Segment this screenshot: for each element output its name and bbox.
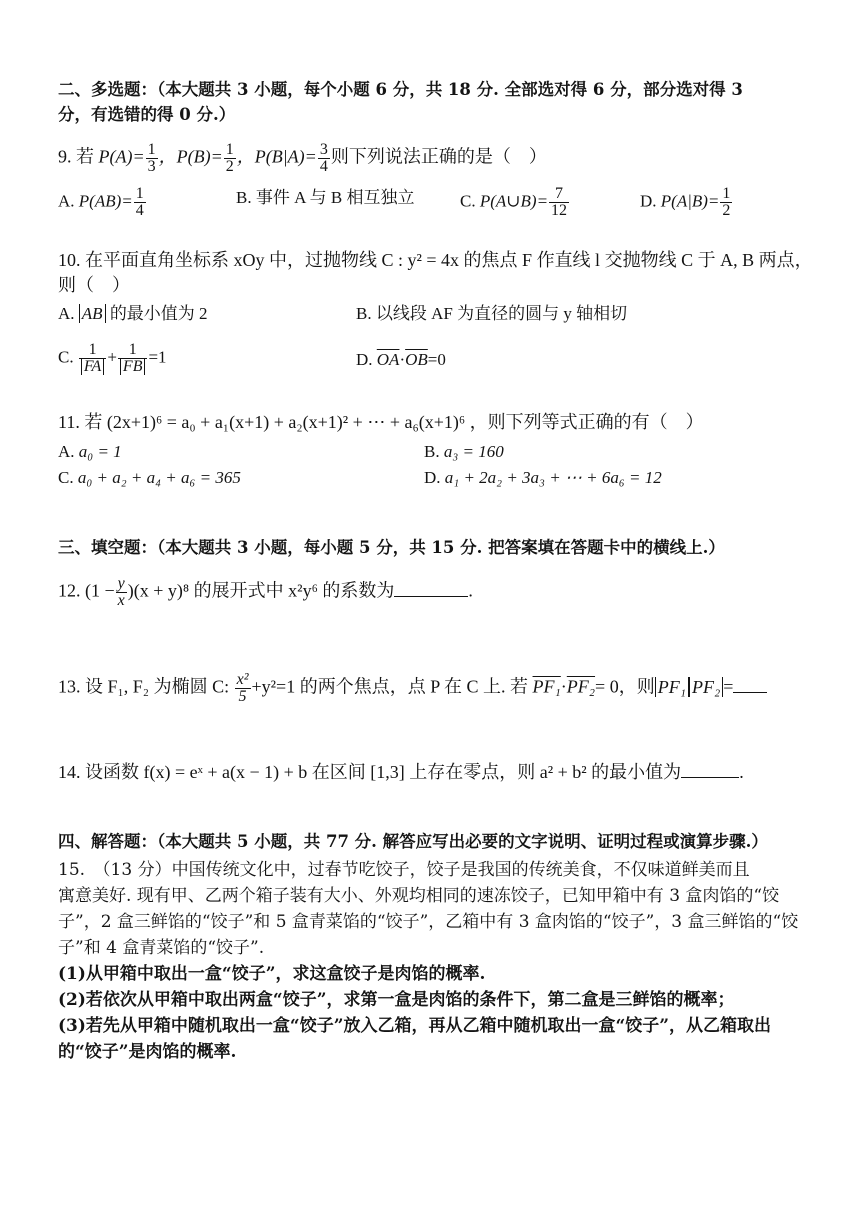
option-fraction-1 <box>79 342 106 375</box>
question-15-part1: (1)从甲箱中取出一盒“饺子”，求这盒饺子是肉馅的概率. <box>58 964 486 984</box>
fraction-denominator: 4 <box>135 202 144 219</box>
dot-operator: · <box>399 350 406 369</box>
fraction-numerator: 7 <box>549 186 569 203</box>
option-expr: a₃ = 160 <box>443 442 504 461</box>
option-text: 事件 A 与 B 相互独立 <box>255 188 415 207</box>
q9-pb-label: ，P(B)= <box>158 146 223 167</box>
fraction-numerator: 1 <box>118 342 148 359</box>
section-2-heading-line1: 二、多选题：（本大题共 3 小题，每个小题 6 分，共 18 分. 全部选对得 6 分，部分选对得 3 <box>58 80 743 99</box>
q11-option-c <box>58 466 241 490</box>
fraction-denominator <box>79 359 106 375</box>
fraction-numerator: 1 <box>79 342 106 359</box>
option-expr: P(A|B)= <box>660 191 720 211</box>
option-expr: AB <box>79 304 106 323</box>
question-12-pre: (1 − <box>85 580 115 601</box>
fraction-numerator: y <box>117 575 125 592</box>
question-15-part3-line1: (3)若先从甲箱中随机取出一盒“饺子”放入乙箱，再从乙箱中随机取出一盒“饺子”，从乙箱取出 <box>58 1016 772 1036</box>
question-9-stem <box>58 142 547 175</box>
fraction-denominator: 3 <box>147 158 156 175</box>
option-label: A. <box>58 304 75 323</box>
option-expr: a₀ = 1 <box>78 442 122 461</box>
q11-option-d <box>424 466 662 490</box>
question-15-line4: 子”和 4 盒青菜馅的“饺子”. <box>58 938 265 958</box>
abs-pf2: PF₂ <box>689 677 723 697</box>
option-expr: P(A∪B)= <box>479 191 549 211</box>
q9-option-a <box>58 186 147 219</box>
fraction-numerator: x² <box>236 671 249 688</box>
section-4-heading: 四、解答题：（本大题共 5 小题，共 77 分. 解答应写出必要的文字说明、证明过程或演算步骤.） <box>58 832 768 851</box>
question-14-text: 14. 设函数 f(x) = eˣ + a(x − 1) + b 在区间 [1,3] 上存在零点，则 a² + b² 的最小值为 <box>58 762 682 782</box>
option-label: D. <box>424 468 441 487</box>
fraction-denominator: 5 <box>238 688 247 705</box>
question-9-number: 9. <box>58 146 72 167</box>
fraction-denominator <box>118 359 148 375</box>
fraction-numerator: 1 <box>135 185 144 202</box>
option-label: D. <box>356 350 373 369</box>
q9-pba-label: ，P(B|A)= <box>236 146 317 167</box>
question-13-stem <box>58 672 767 705</box>
option-fraction-2 <box>118 342 148 375</box>
question-13-mid: = 0，则 <box>595 676 655 697</box>
question-15-line1: 15. （13 分）中国传统文化中，过春节吃饺子，饺子是我国的传统美食，不仅味道鲜美而且 <box>58 860 750 880</box>
q10-option-a <box>58 302 208 326</box>
option-text: 以线段 AF 为直径的圆与 y 轴相切 <box>375 304 628 323</box>
question-9-pre: 若 <box>76 146 94 167</box>
q11-option-a <box>58 440 122 464</box>
option-expr: a₀ + a₂ + a₄ + a₆ = 365 <box>77 468 241 487</box>
fraction-numerator: 1 <box>722 185 731 202</box>
option-label: C. <box>460 191 476 211</box>
option-label: B. <box>236 188 252 207</box>
q11-option-b <box>424 440 504 464</box>
ellipse-fraction <box>235 672 251 705</box>
question-9-tail: 则下列说法正确的是（ ） <box>330 146 547 167</box>
section-2-heading-line2: 分，有选错的得 0 分.） <box>58 105 236 124</box>
option-label: B. <box>356 304 372 323</box>
abs-pf1: PF₁ <box>655 677 689 697</box>
option-label: B. <box>424 442 440 461</box>
dot-operator: · <box>560 676 567 697</box>
q9-pa-label: P(A)= <box>98 146 145 167</box>
fraction-denominator: 2 <box>722 202 731 219</box>
vector-pf1: PF₁ <box>532 676 561 697</box>
option-tail: =0 <box>427 350 446 369</box>
fraction-denominator-text: FA <box>81 358 104 375</box>
question-15-part3-line2: 的“饺子”是肉馅的概率. <box>58 1042 237 1062</box>
option-label: A. <box>58 442 75 461</box>
question-14-stem <box>58 760 744 784</box>
option-expr: a₁ + 2a₂ + 3a₃ + ⋯ + 6a₆ = 12 <box>444 468 662 487</box>
question-14-end: . <box>739 762 744 782</box>
question-13-pre: 13. 设 F₁, F₂ 为椭圆 C: <box>58 676 230 697</box>
q9-pba-fraction <box>318 142 330 175</box>
question-13-eq: = <box>723 676 734 697</box>
question-12-fraction <box>116 576 127 609</box>
question-12-number: 12. <box>58 580 81 601</box>
q10-option-c: C. $\frac{1}{FA}$ + $\frac{1}{FB}$ =1 <box>58 341 167 375</box>
fraction-numerator: 1 <box>147 141 156 158</box>
option-label: C. <box>58 468 74 487</box>
fraction-denominator: 4 <box>319 158 328 175</box>
q9-option-c <box>460 186 570 219</box>
fraction-denominator-text: FB <box>120 358 146 375</box>
fraction-numerator: 3 <box>319 141 328 158</box>
question-12-stem <box>58 576 473 609</box>
question-15-line2: 寓意美好. 现有甲、乙两个箱子装有大小、外观均相同的速冻饺子，已知甲箱中有 3 盒肉馅的“饺 <box>58 886 780 906</box>
q10-option-d <box>356 348 446 372</box>
question-13-post: +y²=1 的两个焦点，点 P 在 C 上. 若 <box>251 676 529 697</box>
option-tail: =1 <box>148 347 167 367</box>
option-fraction <box>720 186 732 219</box>
q9-pb-fraction <box>224 142 236 175</box>
q9-pa-fraction <box>146 142 158 175</box>
question-12-end: . <box>468 580 473 601</box>
q9-option-d <box>640 186 733 219</box>
answer-blank[interactable] <box>394 592 468 597</box>
vector-oa: $\overline{OA}$ <box>376 350 400 369</box>
vector-pf2: PF₂ <box>566 676 596 697</box>
option-text: 的最小值为 2 <box>109 304 208 323</box>
question-12-post: )(x + y)⁸ 的展开式中 x²y⁶ 的系数为 <box>127 580 395 601</box>
question-15-line3: 子”，2 盒三鲜馅的“饺子”和 5 盒青菜馅的“饺子”，乙箱中有 3 盒肉馅的“饺子”，3 盒三鲜馅的“饺 <box>58 912 799 932</box>
q10-option-b <box>356 302 627 326</box>
option-expr: P(AB)= <box>78 191 133 211</box>
option-label: A. <box>58 191 75 211</box>
fraction-denominator: 2 <box>225 158 234 175</box>
option-label: D. <box>640 191 657 211</box>
question-15-part2: (2)若依次从甲箱中取出两盒“饺子”，求第一盒是肉馅的条件下，第二盒是三鲜馅的概率； <box>58 990 735 1010</box>
question-10-stem-line1: 10. 在平面直角坐标系 xOy 中，过抛物线 C : y² = 4x 的焦点 F 作直线 l 交抛物线 C 于 A, B 两点， <box>58 250 813 270</box>
fraction-denominator: x <box>117 592 125 609</box>
q9-option-b <box>236 186 415 210</box>
answer-blank[interactable] <box>681 773 739 778</box>
fraction-denominator: 12 <box>551 202 568 219</box>
option-fraction <box>549 186 569 219</box>
option-fraction <box>134 186 146 219</box>
section-3-heading: 三、填空题：（本大题共 3 小题，每小题 5 分，共 15 分. 把答案填在答题卡中的横线上.） <box>58 538 725 557</box>
question-11-stem: 11. 若 (2x+1)⁶ = a₀ + a₁(x+1) + a₂(x+1)² + ⋯ + a₆(x+1)⁶ ，则下列等式正确的有（ ） <box>58 412 704 432</box>
question-10-stem-line2: 则（ ） <box>58 275 130 295</box>
vector-ob: $\overline{OB}$ <box>405 350 428 369</box>
answer-blank[interactable] <box>733 688 767 693</box>
fraction-numerator: 1 <box>225 141 234 158</box>
option-label: C. <box>58 347 74 367</box>
